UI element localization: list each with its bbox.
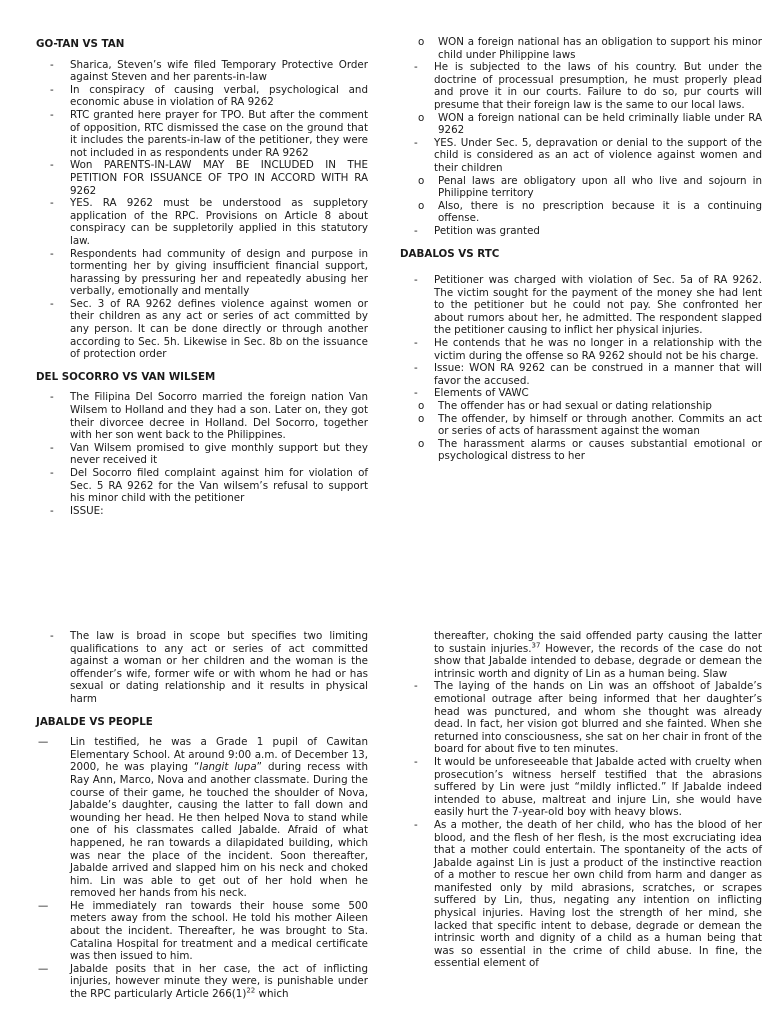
- jabalde-item-3: [36, 963, 368, 1001]
- page2-left-column: [36, 630, 368, 1001]
- ruling-item-processual: [400, 61, 762, 137]
- scope-item: - The law is broad in scope but specifies two limiting qualifications to any act or series of act committed against a woman or her children and the woman is the offender’s wife, former wife or with whom he had or has sexual or dating relationship and it results in physical harm: [36, 630, 368, 706]
- delsocorro-list: [36, 391, 368, 517]
- jabalde-item-2: — He immediately ran towards their house some 500 meters away from the school. He told his mother Aileen about the incident. Thereafter, he was brought to Sta. Catalina Hospital for treatment and a medical certificate was then issued to him.: [36, 900, 368, 963]
- page1-right-column: [400, 36, 762, 463]
- case-heading-gotan: GO-TAN VS TAN: [36, 38, 125, 50]
- jabalde-item-1-post: ” during recess with Ray Ann, Marco, Nova and another classmate. During the course of their game, he touched the shoulder of Nova, Jabalde’s daughter, causing the latter to fall down and wounding her head. He then helped Nova to stand while one of his classmates called Jabalde. Afraid of what happened, he ran towards a dilapidated building, which was near the place of the incident. Soon thereafter, Jabalde arrived and slapped him on his neck and choked him. Lin was able to get out of her hold when he removed her hands from his neck.: [70, 761, 368, 900]
- jabalde-ruling-1: - The laying of the hands on Lin was an offshoot of Jabalde’s emotional outrage after being informed that her daughter’s head was punctured, and whom she thought was already dead. In fact, her vision got blurred and she fainted. When she returned into consciousness, she sat on her chair in front of the board for about five to ten minutes.: [400, 680, 762, 756]
- ruling-text-processual: He is subjected to the laws of his country. But under the doctrine of processual presumption, he must properly plead and prove it in our courts. Failure to do so, pur courts will presume that their foreign law is the same to our local laws.: [434, 61, 762, 111]
- page2-right-column: [400, 630, 762, 970]
- elements-label: Elements of VAWC: [434, 387, 529, 400]
- case-heading-jabalde: JABALDE VS PEOPLE: [36, 715, 153, 728]
- ruling-item-yes: [400, 137, 762, 225]
- jabalde-ruling-list: [400, 680, 762, 970]
- dabalos-item-elements: [400, 387, 762, 463]
- element-3: o The harassment alarms or causes substantial emotional or psychological distress to her: [400, 438, 762, 463]
- gotan-item-1: - Sharica, Steven’s wife filed Temporary Protective Order against Steven and her parents-in-law: [36, 59, 368, 84]
- gotan-item-3: - RTC granted here prayer for TPO. But after the comment of opposition, RTC dismissed the case on the ground that it includes the parents-in-law of the petitioner, they were not included in as respondents under RA 9262: [36, 109, 368, 159]
- case-heading-delsocorro: DEL SOCORRO VS VAN WILSEM: [36, 370, 216, 383]
- jabalde-item-1: [36, 736, 368, 900]
- gotan-item-4: - Won PARENTS-IN-LAW MAY BE INCLUDED IN THE PETITION FOR ISSUANCE OF TPO IN ACCORD WITH RA 9262: [36, 159, 368, 197]
- elements-list: [434, 400, 762, 463]
- sublist-b: [434, 175, 762, 225]
- issue-sublist-top: [400, 36, 762, 61]
- jabalde-item-3-pre: Jabalde posits that in her case, the act of inflicting injuries, however minute they were, is punishable under the RPC particularly Article 266(1): [70, 962, 368, 1001]
- dabalos-item-3: - Issue: WON RA 9262 can be construed in a manner that will favor the accused.: [400, 362, 762, 387]
- delsocorro-item-3: - Del Socorro filed complaint against him for violation of Sec. 5 RA 9262 for the Van wilsem’s refusal to support his minor child with the petitioner: [36, 467, 368, 505]
- jabalde-list: [36, 736, 368, 1000]
- gotan-list: [36, 59, 368, 361]
- jabalde-item-1-pre: Lin testified, he was a Grade 1 pupil of Cawitan Elementary School. At around 9:00 a.m. of December 13, 2000, he was playing “: [70, 736, 368, 774]
- gotan-item-7: - Sec. 3 of RA 9262 defines violence against women or their children as any act or series of act committed by any person. It can be done directly or through another according to Sec. 5h. Likewise in Sec. 8b on the issuance of protection order: [36, 298, 368, 361]
- element-1: o The offender has or had sexual or dating relationship: [400, 400, 762, 413]
- dabalos-item-1: - Petitioner was charged with violation of Sec. 5a of RA 9262. The victim sought for the payment of the money she had lent to the petitioner but he could not pay. She confronted her about rumors about her, he admitted. The respondent slapped the petitioner causing to inflict her physical injuries.: [400, 274, 762, 337]
- element-2: o The offender, by himself or through another. Commits an act or series of acts of harassment against the woman: [400, 413, 762, 438]
- footnote-22: 22: [246, 986, 256, 995]
- sub-prescription: o Also, there is no prescription because it is a continuing offense.: [400, 200, 762, 225]
- jabalde-ruling-2: - It would be unforeseeable that Jabalde acted with cruelty when prosecution’s witness herself testified that the abrasions suffered by Lin were just “mildly inflicted.” If Jabalde indeed intended to abuse, maltreat and injure Lin, she would have easily hurt the 7-year-old boy with heavy blows.: [400, 756, 762, 819]
- case-heading-dabalos: DABALOS VS RTC: [400, 247, 500, 260]
- ruling-list: [400, 61, 762, 237]
- continued-post: However, the records of the case do not show that Jabalde intended to debase, degrade or demean the intrinsic worth and dignity of Lin as a human being. Slaw: [434, 642, 762, 680]
- jabalde-item-3-post: which: [255, 988, 289, 1001]
- scope-list: [36, 630, 368, 706]
- langit-lupa-italic: langit lupa: [199, 761, 257, 774]
- gotan-item-6: - Respondents had community of design and purpose in tormenting her by giving insufficient financial support, harassing by pressuring her and repeatedly abusing her verbally, emotionally and mentally: [36, 248, 368, 298]
- delsocorro-item-4: - ISSUE:: [36, 505, 368, 518]
- issue-sub-foreign-support: o WON a foreign national has an obligation to support his minor child under Philippine laws: [400, 36, 762, 61]
- gotan-item-2: - In conspiracy of causing verbal, psychological and economic abuse in violation of RA 9262: [36, 84, 368, 109]
- delsocorro-item-2: - Van Wilsem promised to give monthly support but they never received it: [36, 442, 368, 467]
- footnote-37: 37: [531, 641, 541, 650]
- delsocorro-item-1: - The Filipina Del Socorro married the foreign nation Van Wilsem to Holland and they had a son. Later on, they got their divorcee decree in Holland. Del Socorro, together with her son went back to the Philippines.: [36, 391, 368, 441]
- gotan-item-5: - YES. RA 9262 must be understood as suppletory application of the RPC. Provisions on Article 8 about conspiracy can be suppletorily applied in this statutory law.: [36, 197, 368, 247]
- ruling-text-yes: YES. Under Sec. 5, depravation or denial to the support of the child is considered as an act of violence against women and their children: [434, 136, 762, 174]
- issue-sub-criminal-liability: o WON a foreign national can be held criminally liable under RA 9262: [400, 112, 762, 137]
- sublist-a: [434, 112, 762, 137]
- dabalos-list: [400, 274, 762, 463]
- sub-penal-laws: o Penal laws are obligatory upon all who live and sojourn in Philippine territory: [400, 175, 762, 200]
- dabalos-item-2: - He contends that he was no longer in a relationship with the victim during the offense so RA 9262 should not be his charge.: [400, 337, 762, 362]
- page1-left-column: [36, 38, 368, 517]
- jabalde-ruling-3: - As a mother, the death of her child, who has the blood of her blood, and the flesh of her flesh, is the most excruciating idea that a mother could entertain. The spontaneity of the acts of Jabalde against Lin is just a product of the instinctive reaction of a mother to rescue her own child from harm and danger as manifested only by mild abrasions, scratches, or scrapes suffered by Lin, thus, negating any intention on inflicting physical injuries. Having lost the strength of her mind, she lacked that specific intent to debase, degrade or demean the intrinsic worth and dignity of a child as a human being that was so essential in the crime of child abuse. In fine, the essential element of: [400, 819, 762, 970]
- continued-paragraph: [400, 630, 762, 680]
- ruling-item-granted: - Petition was granted: [400, 225, 762, 238]
- continued-pre: thereafter, choking the said offended party causing the latter to sustain injuries.: [434, 630, 762, 655]
